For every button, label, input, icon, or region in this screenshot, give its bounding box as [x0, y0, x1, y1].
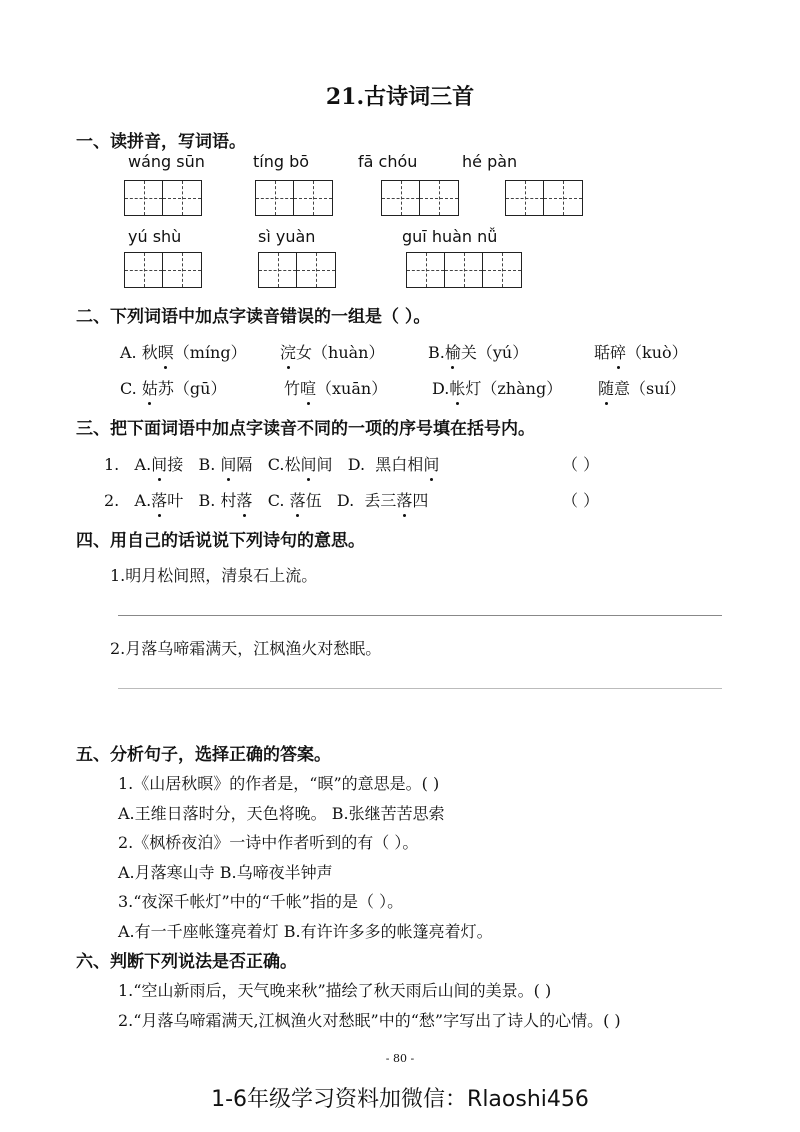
writing-grid[interactable] — [258, 252, 336, 288]
question-5-2: 2.《枫桥夜泊》一诗中作者听到的有（ ）。 — [118, 833, 419, 852]
writing-grid[interactable] — [406, 252, 522, 288]
question-4-1: 1.明月松间照，清泉石上流。 — [110, 566, 318, 585]
pinyin-label: tíng bō — [253, 152, 310, 171]
pinyin-label: hé pàn — [462, 152, 518, 171]
question-5-3: 3.“夜深千帐灯”中的“千帐”指的是（ ）。 — [118, 892, 404, 911]
answer-line[interactable] — [118, 688, 722, 689]
option-a-second: 浣女（huàn） — [280, 340, 385, 363]
answer-line[interactable] — [118, 615, 722, 616]
writing-grid[interactable] — [124, 180, 202, 216]
page-number: - 80 - — [385, 1052, 415, 1065]
option-c: C. 姑苏（gū） — [120, 376, 226, 399]
option-c-second: 竹喧（xuān） — [284, 376, 387, 399]
option-d: D.帐灯（zhàng） — [432, 376, 562, 399]
pinyin-label: wáng sūn — [128, 152, 205, 171]
option-b: B.榆关（yú） — [428, 340, 528, 363]
pinyin-label: sì yuàn — [258, 227, 316, 246]
writing-grid[interactable] — [381, 180, 459, 216]
option-b-second: 聒碎（kuò） — [594, 340, 688, 363]
option-a: A. 秋暝（míng） — [120, 340, 247, 363]
pinyin-label: fā chóu — [358, 152, 418, 171]
section-3-heading: 三、把下面词语中加点字读音不同的一项的序号填在括号内。 — [76, 419, 535, 439]
writing-grid[interactable] — [124, 252, 202, 288]
section-1-heading: 一、读拼音，写词语。 — [76, 132, 246, 152]
writing-grid[interactable] — [255, 180, 333, 216]
footer-text: 1-6年级学习资料加微信：Rlaoshi456 — [211, 1087, 589, 1112]
question-3-1: 1. A.间接 B. 间隔 C.松间间 D. 黑白相间 — [104, 452, 439, 475]
answer-blank[interactable]: （ ） — [562, 491, 600, 510]
pinyin-label: yú shù — [128, 227, 182, 246]
writing-grid[interactable] — [505, 180, 583, 216]
page-title: 21.古诗词三首 — [325, 84, 475, 110]
section-5-heading: 五、分析句子，选择正确的答案。 — [76, 745, 331, 765]
question-4-2: 2.月落乌啼霜满天，江枫渔火对愁眠。 — [110, 639, 382, 658]
question-5-2-options: A.月落寒山寺 B.乌啼夜半钟声 — [118, 863, 333, 882]
question-3-2: 2. A.落叶 B. 村落 C. 落伍 D. 丢三落四 — [104, 488, 428, 511]
question-5-1-options: A.王维日落时分，天色将晚。 B.张继苦苦思索 — [118, 804, 445, 823]
section-4-heading: 四、用自己的话说说下列诗句的意思。 — [76, 531, 365, 551]
option-d-second: 随意（suí） — [598, 376, 686, 399]
question-5-3-options: A.有一千座帐篷亮着灯 B.有许许多多的帐篷亮着灯。 — [118, 922, 493, 941]
section-6-heading: 六、判断下列说法是否正确。 — [76, 952, 297, 972]
section-2-heading: 二、下列词语中加点字读音错误的一组是（ ）。 — [76, 307, 431, 327]
question-6-1: 1.“空山新雨后，天气晚来秋”描绘了秋天雨后山间的美景。( ) — [118, 981, 552, 1000]
pinyin-label: guī huàn nǚ — [402, 227, 498, 246]
question-6-2: 2.“月落乌啼霜满天,江枫渔火对愁眠”中的“愁”字写出了诗人的心情。( ) — [118, 1011, 621, 1030]
answer-blank[interactable]: （ ） — [562, 455, 600, 474]
question-5-1: 1.《山居秋暝》的作者是，“暝”的意思是。( ) — [118, 774, 440, 793]
